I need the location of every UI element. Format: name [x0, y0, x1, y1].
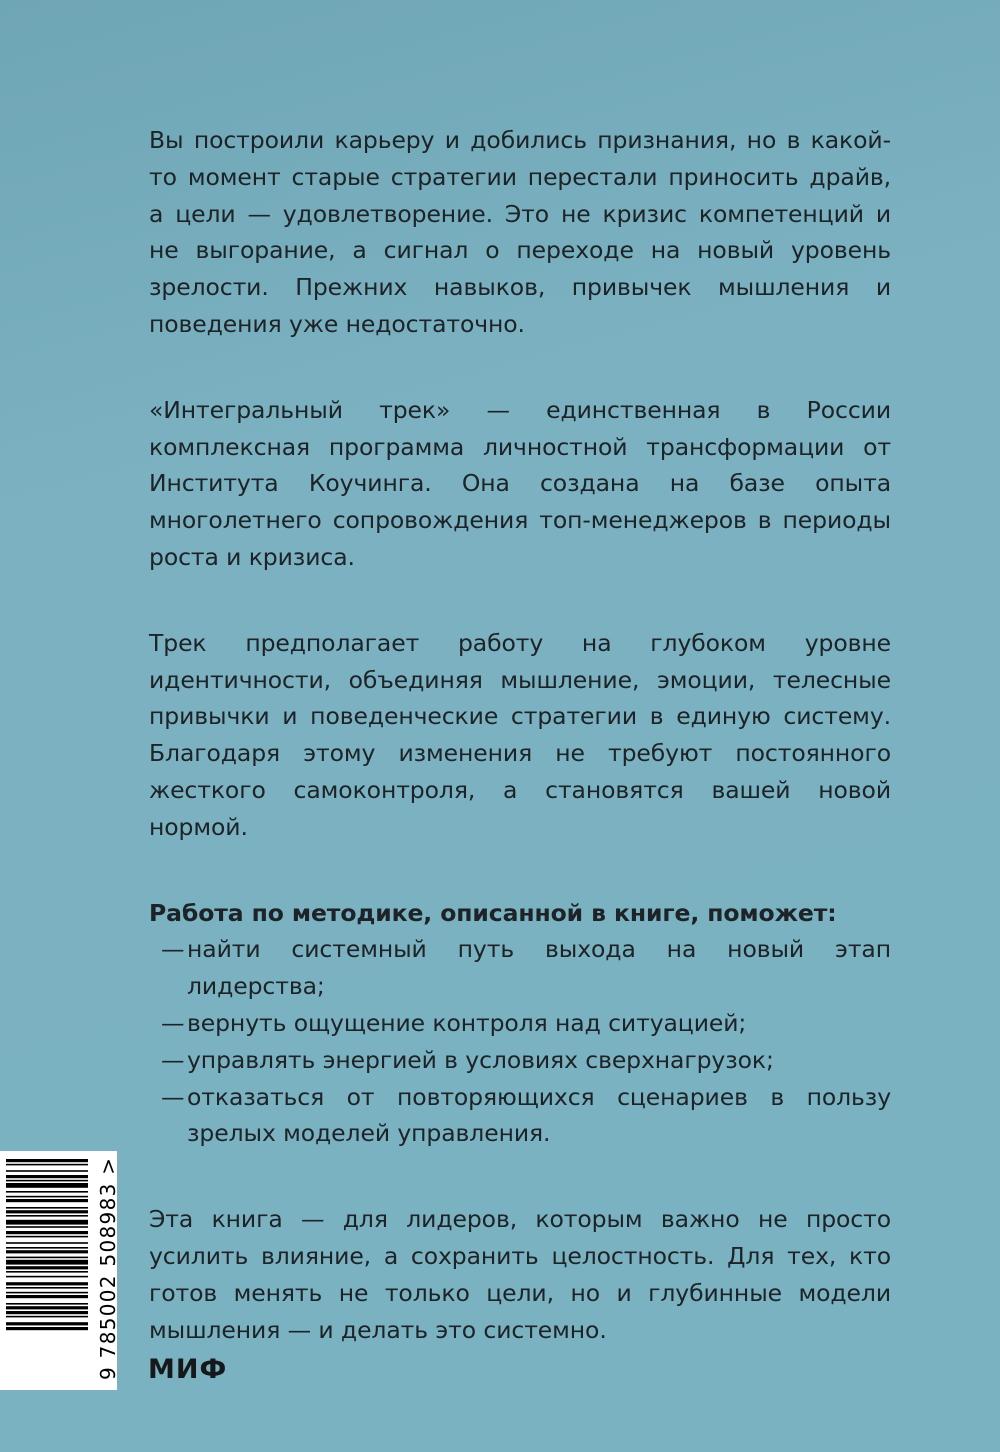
list-dash: —	[161, 1008, 185, 1037]
barcode-bar	[6, 1282, 88, 1285]
barcode-bar	[6, 1215, 88, 1217]
barcode-bar	[6, 1292, 88, 1294]
barcode-bar	[6, 1191, 88, 1193]
list-dash: —	[161, 935, 185, 964]
barcode	[0, 1151, 120, 1390]
barcode-bar	[6, 1322, 88, 1325]
barcode-bar	[6, 1183, 88, 1188]
barcode-bar	[6, 1207, 88, 1209]
barcode-bar	[6, 1260, 88, 1265]
barcode-bar	[6, 1303, 88, 1305]
barcode-bar	[6, 1247, 88, 1249]
barcode-bar	[6, 1199, 88, 1202]
barcode-bar	[6, 1311, 88, 1314]
barcode-bar	[6, 1231, 88, 1234]
barcode-bar	[6, 1250, 88, 1253]
list-item-text: отказаться от повторяющихся сценариев в пользу зрелых моделей управления.	[187, 1082, 891, 1148]
list-item-text: найти системный путь выхода на новый этап лидерства;	[187, 935, 891, 1001]
barcode-bar	[6, 1170, 88, 1172]
barcode-bar	[6, 1196, 88, 1198]
benefits-list-item	[149, 1079, 891, 1153]
barcode-bar	[6, 1159, 88, 1162]
barcode-bar	[6, 1266, 88, 1269]
description-text-block	[149, 122, 891, 1348]
list-item-text: управлять энергией в условиях сверхнагрузок;	[187, 1045, 774, 1074]
barcode-bar	[6, 1175, 88, 1178]
barcode-digits: 9 785002 508983 >	[96, 1156, 120, 1380]
list-dash: —	[161, 1045, 185, 1074]
barcode-bar	[6, 1271, 88, 1273]
barcode-bar	[6, 1316, 88, 1318]
benefits-list-title: Работа по методике, описанной в книге, поможет:	[149, 898, 837, 927]
description-paragraph-1: Вы построили карьеру и добились признания, но в какой-то момент старые стратегии перестали приносить драйв, а цели — удовлетворение. Это не кризис компетенций и не выгорание, а сигнал о переходе на новый уровень зрелости. Прежних навыков, привычек мышления и поведения уже недостаточно.	[149, 126, 891, 338]
barcode-bar	[6, 1236, 88, 1238]
description-paragraph-2: «Интегральный трек» — единственная в России комплексная программа личностной трансформации от Института Коучинга. Она создана на базе опыта многолетнего сопровождения топ-менеджеров в периоды роста и кризиса.	[149, 395, 891, 571]
barcode-bar	[6, 1242, 88, 1244]
barcode-bar	[6, 1220, 88, 1225]
list-dash: —	[161, 1082, 185, 1111]
benefits-list	[149, 931, 891, 1152]
barcode-bar	[6, 1257, 88, 1259]
barcode-bar	[6, 1327, 88, 1330]
barcode-bar	[6, 1276, 88, 1278]
barcode-bar	[6, 1180, 88, 1182]
publisher-logo: МИФ	[148, 1354, 228, 1385]
benefits-list-item	[149, 1005, 891, 1042]
description-paragraph-3: Трек предполагает работу на глубоком уровне идентичности, объединяя мышление, эмоции, телесные привычки и поведенческие стратегии в единую систему. Благодаря этому изменения не требуют постоянного жесткого самоконтроля, а становятся вашей новой нормой.	[149, 628, 891, 841]
barcode-bar	[6, 1210, 88, 1213]
list-item-text: вернуть ощущение контроля над ситуацией;	[187, 1008, 747, 1037]
barcode-bar	[6, 1295, 88, 1298]
benefits-list-item	[149, 931, 891, 1005]
barcode-bar	[6, 1226, 88, 1228]
barcode-bar	[6, 1164, 88, 1166]
barcode-bar	[6, 1306, 88, 1309]
benefits-list-item	[149, 1042, 891, 1079]
description-paragraph-4: Эта книга — для лидеров, которым важно не просто усилить влияние, а сохранить целостность. Для тех, кто готов менять не только цели, но и глубинные модели мышления — и делать это системно.	[149, 1205, 891, 1344]
barcode-bar	[6, 1287, 88, 1289]
